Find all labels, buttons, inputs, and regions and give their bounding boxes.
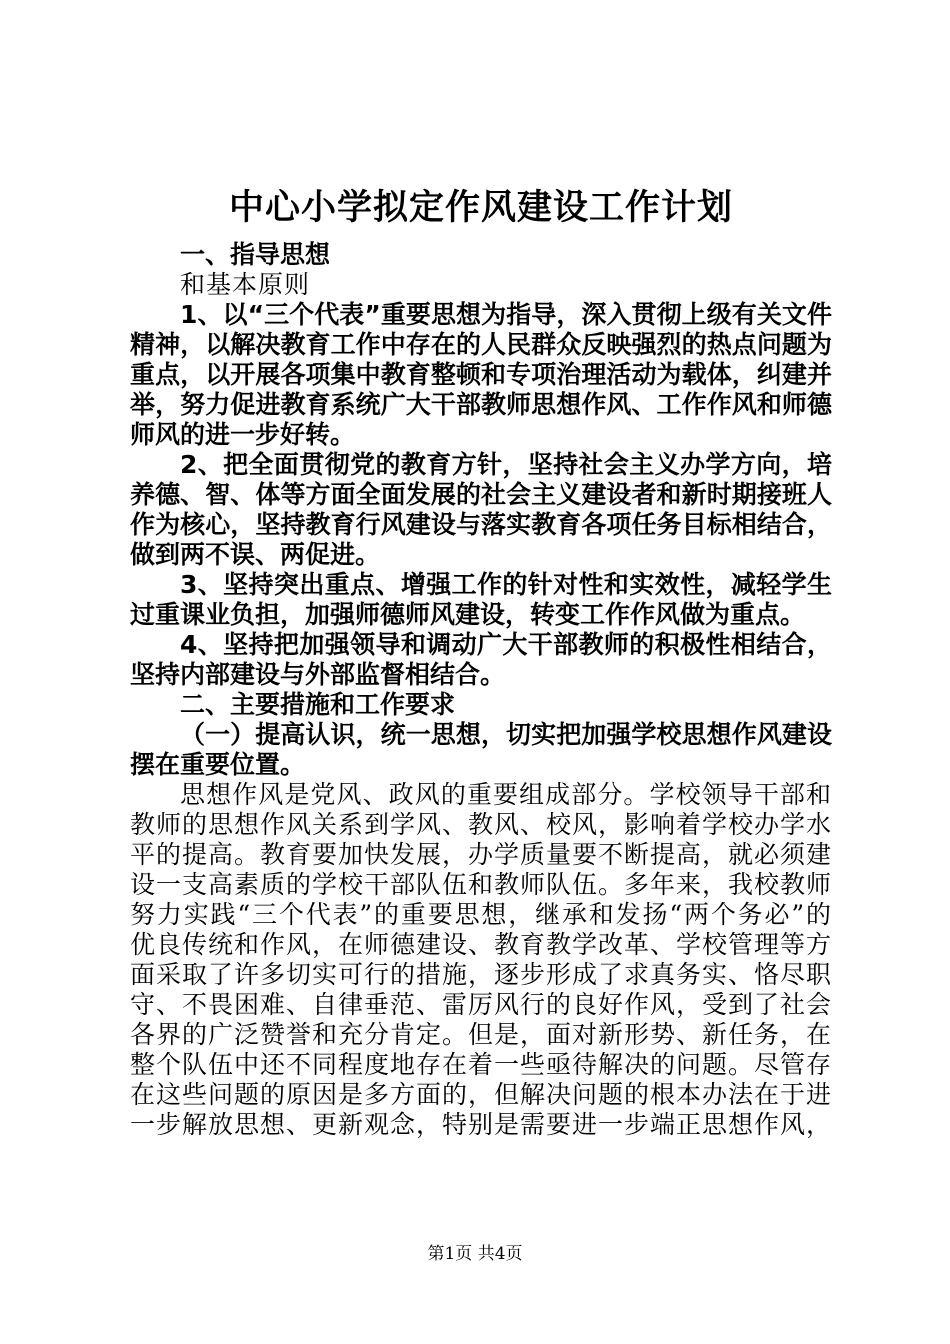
paragraph: 3、坚持突出重点、增强工作的针对性和实效性，减轻学生过重课业负担，加强师德师风建设，转变工作作风做为重点。 [130,570,832,629]
paragraph: 4、坚持把加强领导和调动广大干部教师的积极性相结合，坚持内部建设与外部监督相结合。 [130,630,832,689]
page-footer: 第1页 共4页 [427,1244,523,1264]
paragraph: 和基本原则 [180,270,311,299]
paragraph: 二、主要措施和工作要求 [180,690,456,719]
document-page [130,180,832,1140]
document-body [130,240,832,1140]
paragraph: 一、指导思想 [180,240,331,269]
paragraph: 思想作风是党风、政风的重要组成部分。学校领导干部和教师的思想作风关系到学风、教风、校风，影响着学校办学水平的提高。教育要加快发展，办学质量要不断提高，就必须建设一支高素质的学校干部队伍和教师队伍。多年来，我校教师努力实践“三个代表”的重要思想，继承和发扬“两个务必”的优良传统和作风，在师德建设、教育教学改革、学校管理等方面采取了许多切实可行的措施，逐步形成了求真务实、恪尽职守、不畏困难、自律垂范、雷厉风行的良好作风，受到了社会各界的广泛赞誉和充分肯定。但是，面对新形势、新任务，在整个队伍中还不同程度地存在着一些亟待解决的问题。尽管存在这些问题的原因是多方面的，但解决问题的根本办法在于进一步解放思想、更新观念，特别是需要进一步端正思想作风， [130,780,833,1139]
paragraph: 2、把全面贯彻党的教育方针，坚持社会主义办学方向，培养德、智、体等方面全面发展的社会主义建设者和新时期接班人作为核心，坚持教育行风建设与落实教育各项任务目标相结合，做到两不误、两促进。 [130,450,832,569]
document-title: 中心小学拟定作风建设工作计划 [228,187,733,228]
paragraph: 1、以“三个代表”重要思想为指导，深入贯彻上级有关文件精神，以解决教育工作中存在的人民群众反映强烈的热点问题为重点，以开展各项集中教育整顿和专项治理活动为载体，纠建并举，努力促进教育系统广大干部教师思想作风、工作作风和师德师风的进一步好转。 [130,300,832,449]
paragraph: （一）提高认识，统一思想，切实把加强学校思想作风建设摆在重要位置。 [130,720,832,779]
